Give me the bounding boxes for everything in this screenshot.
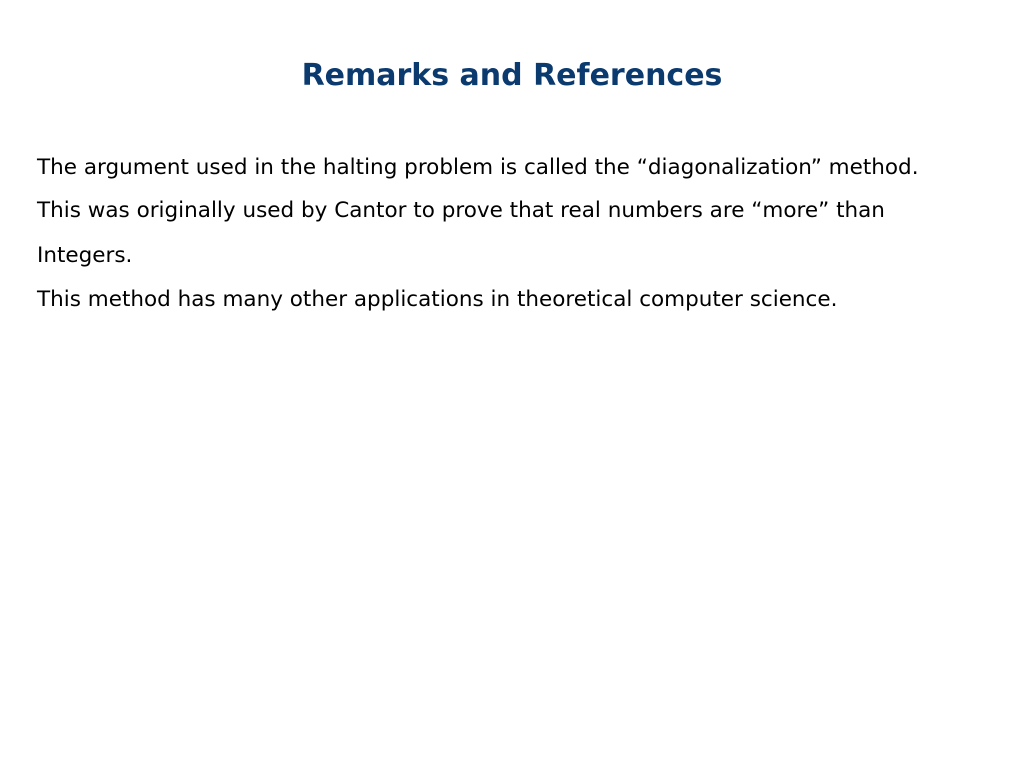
paragraph-cantor: This was originally used by Cantor to prove that real numbers are “more” than [37, 198, 885, 223]
paragraph-diagonalization: The argument used in the halting problem is called the “diagonalization” method. [37, 155, 919, 180]
paragraph-applications: This method has many other applications in theoretical computer science. [37, 287, 838, 312]
slide-title: Remarks and References [301, 58, 723, 93]
paragraph-integers: Integers. [37, 243, 133, 268]
slide-body [37, 148, 1007, 322]
